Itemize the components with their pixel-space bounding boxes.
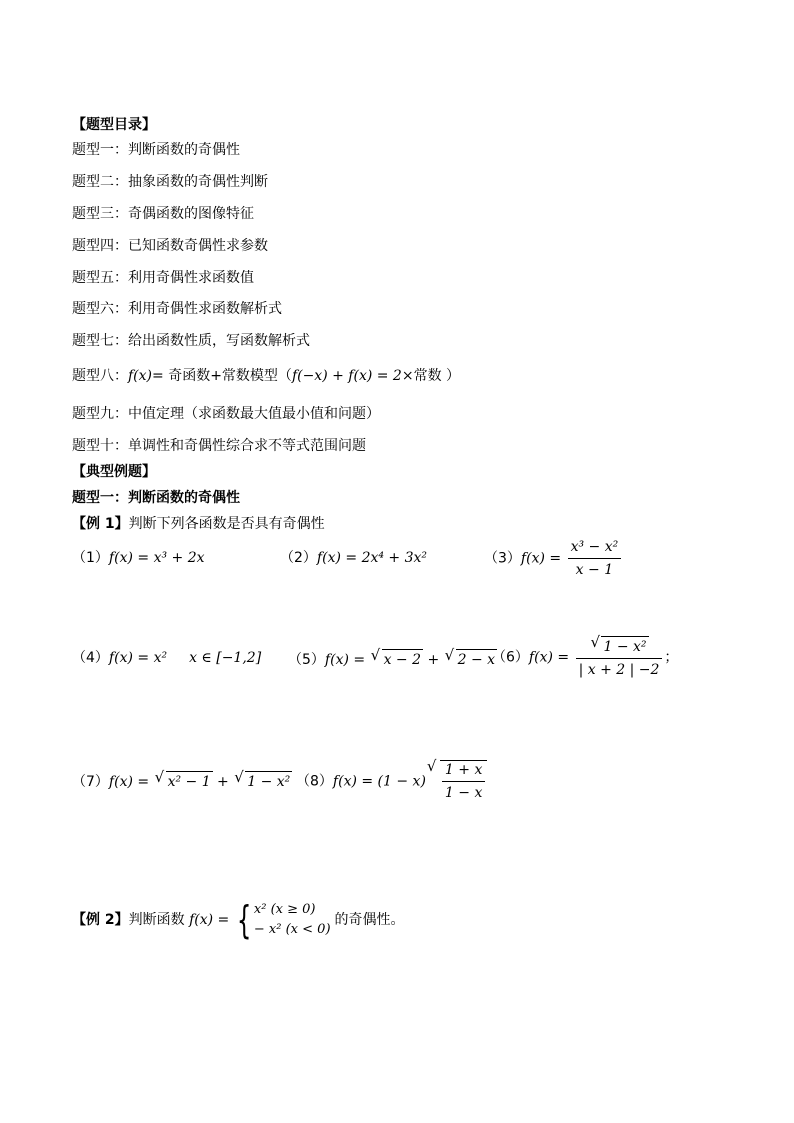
item-7-number: （7） <box>72 774 109 790</box>
item-4-lhs: f(x) = <box>108 650 154 666</box>
item-8-radicand <box>440 760 487 802</box>
catalog-item-5: 题型五：利用奇偶性求函数值 <box>72 270 254 286</box>
catalog-item-8-expr: f(−x) + f(x) = 2× <box>291 368 414 384</box>
example2-lhs: f(x) = <box>189 912 234 928</box>
catalog-item-8-prefix: 题型八： <box>72 368 128 384</box>
catalog-item-8-mid: = 奇函数+常数模型（ <box>152 368 292 384</box>
item-5-sqrt-1 <box>372 649 423 669</box>
item-2-body: 2x⁴ + 3x² <box>361 550 428 566</box>
item-3-number: （3） <box>484 550 521 567</box>
catalog-heading: 【题型目录】 <box>72 117 156 133</box>
example2-prompt: 判断函数 <box>128 912 190 928</box>
example1-item-3 <box>484 538 623 579</box>
item-6-lhs: f(x) = <box>528 649 574 666</box>
type1-heading: 题型一：判断函数的奇偶性 <box>72 490 240 506</box>
item-6-number: （6） <box>492 649 529 666</box>
catalog-item-8-fx: f(x) <box>128 368 153 384</box>
example1-item-5 <box>288 649 497 669</box>
item-5-radicand-2: 2 − x <box>456 649 497 669</box>
examples-heading: 【典型例题】 <box>72 464 156 480</box>
item-5-sqrt-2 <box>446 649 497 669</box>
item-2-lhs: f(x) = <box>316 550 362 566</box>
example1-item-2 <box>280 549 427 567</box>
example1-label: 【例 1】 <box>72 516 129 532</box>
item-3-lhs: f(x) = <box>520 550 566 567</box>
item-8-numerator: √ 1 + x <box>442 761 485 782</box>
item-8-fraction <box>442 761 485 802</box>
catalog-item-3: 题型三：奇偶函数的图像特征 <box>72 206 254 222</box>
item-6-sqrt <box>591 636 648 656</box>
item-8-lhs: f(x) = (1 − x) <box>332 773 426 790</box>
item-7-radicand-2: 1 − x² <box>245 771 292 791</box>
left-brace-icon: { <box>236 898 252 942</box>
item-1-lhs: f(x) = <box>108 550 154 566</box>
example2 <box>72 900 405 940</box>
example1-title <box>72 515 325 533</box>
catalog-item-2: 题型二：抽象函数的奇偶性判断 <box>72 174 268 190</box>
item-1-body: x³ + 2x <box>153 550 205 566</box>
item-7-radicand-1: x² − 1 <box>166 771 213 791</box>
example1-item-1 <box>72 549 205 567</box>
example2-label: 【例 2】 <box>72 912 129 928</box>
catalog-item-8-tail: 常数 ） <box>413 368 461 384</box>
catalog-item-8 <box>72 367 460 385</box>
example2-case-2: − x² (x < 0) <box>253 922 331 937</box>
item-3-numerator: x³ − x² <box>568 538 622 559</box>
item-3-fraction <box>568 538 622 579</box>
catalog-item-7: 题型七：给出函数性质，写函数解析式 <box>72 333 310 349</box>
item-5-radicand-1: x − 2 <box>382 649 423 669</box>
example1-item-8 <box>296 760 487 802</box>
item-6-denominator: | x + 2 | −2 <box>578 662 660 678</box>
item-6-radicand: 1 − x² <box>601 636 648 656</box>
item-5-plus: + <box>423 652 444 668</box>
example2-tail: 的奇偶性。 <box>334 912 405 928</box>
item-7-lhs: f(x) = <box>108 774 154 790</box>
catalog-item-10: 题型十：单调性和奇偶性综合求不等式范围问题 <box>72 438 366 454</box>
item-4-number: （4） <box>72 650 109 666</box>
item-7-sqrt-2 <box>235 771 292 791</box>
item-2-number: （2） <box>280 550 317 566</box>
item-6-numerator <box>576 636 663 659</box>
catalog-item-6: 题型六：利用奇偶性求函数解析式 <box>72 301 282 317</box>
item-7-plus: + <box>212 774 234 790</box>
item-4-domain: x ∈ [−1,2] <box>189 650 262 666</box>
item-1-number: （1） <box>72 550 109 566</box>
item-8-sqrt <box>428 760 487 802</box>
example2-case-1: x² (x ≥ 0) <box>253 902 316 917</box>
example1-item-4 <box>72 649 261 667</box>
item-6-fraction <box>576 636 663 679</box>
item-3-denominator: x − 1 <box>575 562 614 578</box>
item-5-lhs: f(x) = <box>324 652 370 668</box>
catalog-item-1: 题型一：判断函数的奇偶性 <box>72 142 240 158</box>
item-5-number: （5） <box>288 652 325 668</box>
example2-cases <box>254 900 331 940</box>
example1-prompt: 判断下列各函数是否具有奇偶性 <box>128 516 325 532</box>
item-8-denominator: 1 − x <box>444 785 483 801</box>
item-4-body: x² <box>153 650 168 666</box>
catalog-item-4: 题型四：已知函数奇偶性求参数 <box>72 238 268 254</box>
item-8-number: （8） <box>296 773 333 790</box>
catalog-item-9: 题型九：中值定理（求函数最大值最小值和问题） <box>72 406 380 422</box>
item-7-sqrt-1 <box>156 771 213 791</box>
example1-item-7 <box>72 771 292 791</box>
example1-item-6 <box>492 636 678 679</box>
item-6-tail: ； <box>664 649 679 666</box>
